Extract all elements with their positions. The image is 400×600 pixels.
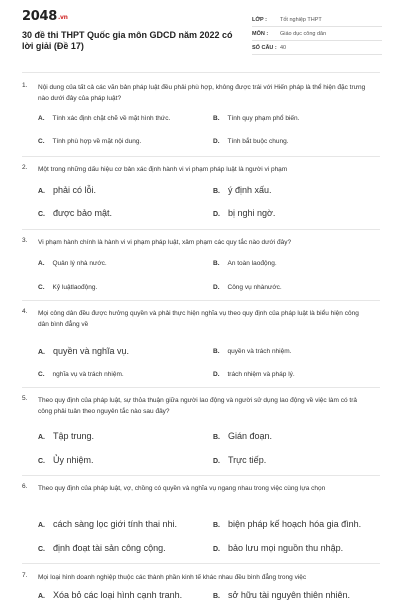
option-text: Công vụ nhànước.: [227, 284, 282, 291]
meta-value: Tốt nghiệp THPT: [280, 16, 322, 23]
option-c[interactable]: [38, 284, 97, 291]
option-text: biện pháp kế hoạch hóa gia đình.: [228, 519, 362, 529]
option-letter: D.: [213, 284, 220, 291]
option-text: được bảo mật.: [53, 208, 112, 218]
option-text: trách nhiệm và pháp lý.: [227, 371, 295, 378]
question-text: Theo quy định của pháp luật, vợ, chồng có quyền và nghĩa vụ ngang nhau trong việc cùng lựa chọn: [38, 485, 326, 492]
option-text: sở hữu tài nguyên thiên nhiên.: [228, 590, 351, 600]
logo-text: 2048: [22, 9, 57, 24]
option-a[interactable]: [38, 346, 129, 356]
option-c[interactable]: [38, 455, 94, 465]
option-letter: A.: [38, 188, 45, 195]
option-letter: B.: [213, 593, 220, 600]
option-letter: C.: [38, 211, 45, 218]
option-d[interactable]: [213, 371, 295, 378]
question-number: 2.: [22, 164, 28, 171]
option-letter: C.: [38, 284, 45, 291]
option-text: An toàn laođộng.: [227, 260, 277, 267]
option-b[interactable]: [213, 431, 272, 441]
option-letter: B.: [213, 522, 220, 529]
option-text: Tính xác định chặt chẽ về mặt hình thức.: [52, 115, 171, 122]
divider: [22, 156, 380, 157]
option-a[interactable]: [38, 590, 182, 600]
option-letter: C.: [38, 138, 45, 145]
option-letter: B.: [213, 348, 220, 355]
option-text: quyền và nghĩa vụ.: [53, 346, 130, 356]
option-text: quyền và trách nhiệm.: [227, 348, 292, 355]
option-c[interactable]: [38, 208, 112, 218]
option-letter: B.: [213, 115, 220, 122]
question-text: Một trong những dấu hiệu cơ bản xác định hành vi vi phạm pháp luật là người vi phạm: [38, 166, 288, 173]
option-letter: D.: [213, 458, 220, 465]
option-letter: C.: [38, 371, 45, 378]
option-a[interactable]: [38, 185, 96, 195]
option-text: Quản lý nhà nước.: [52, 260, 107, 267]
question-number: 7.: [22, 572, 28, 579]
divider: [22, 475, 380, 476]
option-text: Ủy nhiệm.: [53, 455, 94, 465]
meta-row-count: [252, 41, 382, 55]
divider: [22, 72, 380, 73]
option-text: Tính phù hợp về mặt nội dung.: [52, 138, 142, 145]
option-letter: C.: [38, 546, 45, 553]
option-c[interactable]: [38, 371, 124, 378]
meta-value: Giáo dục công dân: [280, 30, 327, 37]
option-text: Trực tiếp.: [228, 455, 267, 465]
option-letter: D.: [213, 546, 220, 553]
divider: [22, 563, 380, 564]
question-number: 4.: [22, 308, 28, 315]
option-a[interactable]: [38, 431, 94, 441]
option-letter: D.: [213, 138, 220, 145]
divider: [22, 229, 380, 230]
option-letter: C.: [38, 458, 45, 465]
option-text: ý định xấu.: [228, 185, 272, 195]
option-letter: B.: [213, 434, 220, 441]
option-letter: B.: [213, 188, 220, 195]
option-d[interactable]: [213, 543, 343, 553]
meta-label: LỚP :: [252, 16, 267, 23]
option-letter: A.: [38, 115, 45, 122]
question-number: 5.: [22, 395, 28, 402]
option-a[interactable]: [38, 519, 177, 529]
option-letter: D.: [213, 211, 220, 218]
option-letter: A.: [38, 593, 45, 600]
meta-table: [252, 13, 382, 55]
option-text: bảo lưu mọi nguồn thu nhập.: [228, 543, 344, 553]
option-a[interactable]: [38, 115, 170, 122]
divider: [22, 387, 380, 388]
option-b[interactable]: [213, 590, 350, 600]
option-letter: A.: [38, 522, 45, 529]
option-d[interactable]: [213, 138, 289, 145]
option-text: cách sàng lọc giới tính thai nhi.: [53, 519, 177, 529]
meta-row-subject: [252, 27, 382, 41]
option-text: Xóa bỏ các loại hình cạnh tranh.: [53, 590, 183, 600]
document-header: [0, 0, 400, 66]
option-d[interactable]: [213, 208, 275, 218]
question-text: Mọi loại hình doanh nghiệp thuộc các thành phần kinh tế khác nhau đều bình đẳng trong việc: [38, 574, 307, 581]
option-letter: B.: [213, 260, 220, 267]
option-b[interactable]: [213, 348, 291, 355]
option-text: Tính quy phạm phổ biến.: [227, 115, 300, 122]
option-text: phải có lỗi.: [53, 185, 97, 195]
logo-suffix: .vn: [57, 14, 68, 21]
option-b[interactable]: [213, 260, 277, 267]
option-text: nghĩa vụ và trách nhiệm.: [52, 371, 124, 378]
option-a[interactable]: [38, 260, 107, 267]
document-title: 30 đề thi THPT Quốc gia môn GDCD năm 2022 có lời giải (Đề 17): [22, 30, 233, 51]
meta-label: MÔN :: [252, 30, 269, 37]
meta-label: SỐ CÂU :: [252, 44, 277, 51]
option-letter: A.: [38, 349, 45, 356]
option-text: bị nghi ngờ.: [228, 208, 276, 218]
option-letter: A.: [38, 434, 45, 441]
question-number: 6.: [22, 483, 28, 490]
question-text: Mọi công dân đều được hưởng quyền và phải thực hiện nghĩa vụ theo quy định của pháp luật là biểu hiện công dân bình đẳng về: [38, 310, 359, 328]
option-letter: D.: [213, 371, 220, 378]
site-logo[interactable]: [22, 9, 68, 24]
question-number: 3.: [22, 237, 28, 244]
option-b[interactable]: [213, 185, 272, 195]
question-number: 1.: [22, 82, 28, 89]
option-b[interactable]: [213, 115, 299, 122]
option-letter: A.: [38, 260, 45, 267]
option-c[interactable]: [38, 138, 141, 145]
question-text: Theo quy định của pháp luật, sự thỏa thuận giữa người lao động và người sử dụng lao động về việc làm có trả công phải tuân theo nguyên tắc nào sau đây?: [38, 397, 358, 415]
option-text: Tính bắt buộc chung.: [227, 138, 289, 145]
option-b[interactable]: [213, 519, 361, 529]
meta-row-class: [252, 13, 382, 27]
meta-value: 40: [280, 44, 287, 51]
option-text: định đoạt tài sản công cộng.: [53, 543, 166, 553]
option-d[interactable]: [213, 284, 282, 291]
question-text: Nội dung của tất cả các văn bản pháp luật đều phải phù hợp, không được trái với Hiến pháp là thể hiện đặc trưng nào dưới đây của pháp luật?: [38, 84, 366, 102]
option-text: Kỷ luậtlaođộng.: [52, 284, 98, 291]
divider: [22, 300, 380, 301]
option-text: Gián đoạn.: [228, 431, 273, 441]
option-d[interactable]: [213, 455, 266, 465]
option-c[interactable]: [38, 543, 166, 553]
question-text: Vi phạm hành chính là hành vi vi phạm pháp luật, xâm phạm các quy tắc nào dưới đây?: [38, 239, 292, 246]
option-text: Tập trung.: [53, 431, 95, 441]
